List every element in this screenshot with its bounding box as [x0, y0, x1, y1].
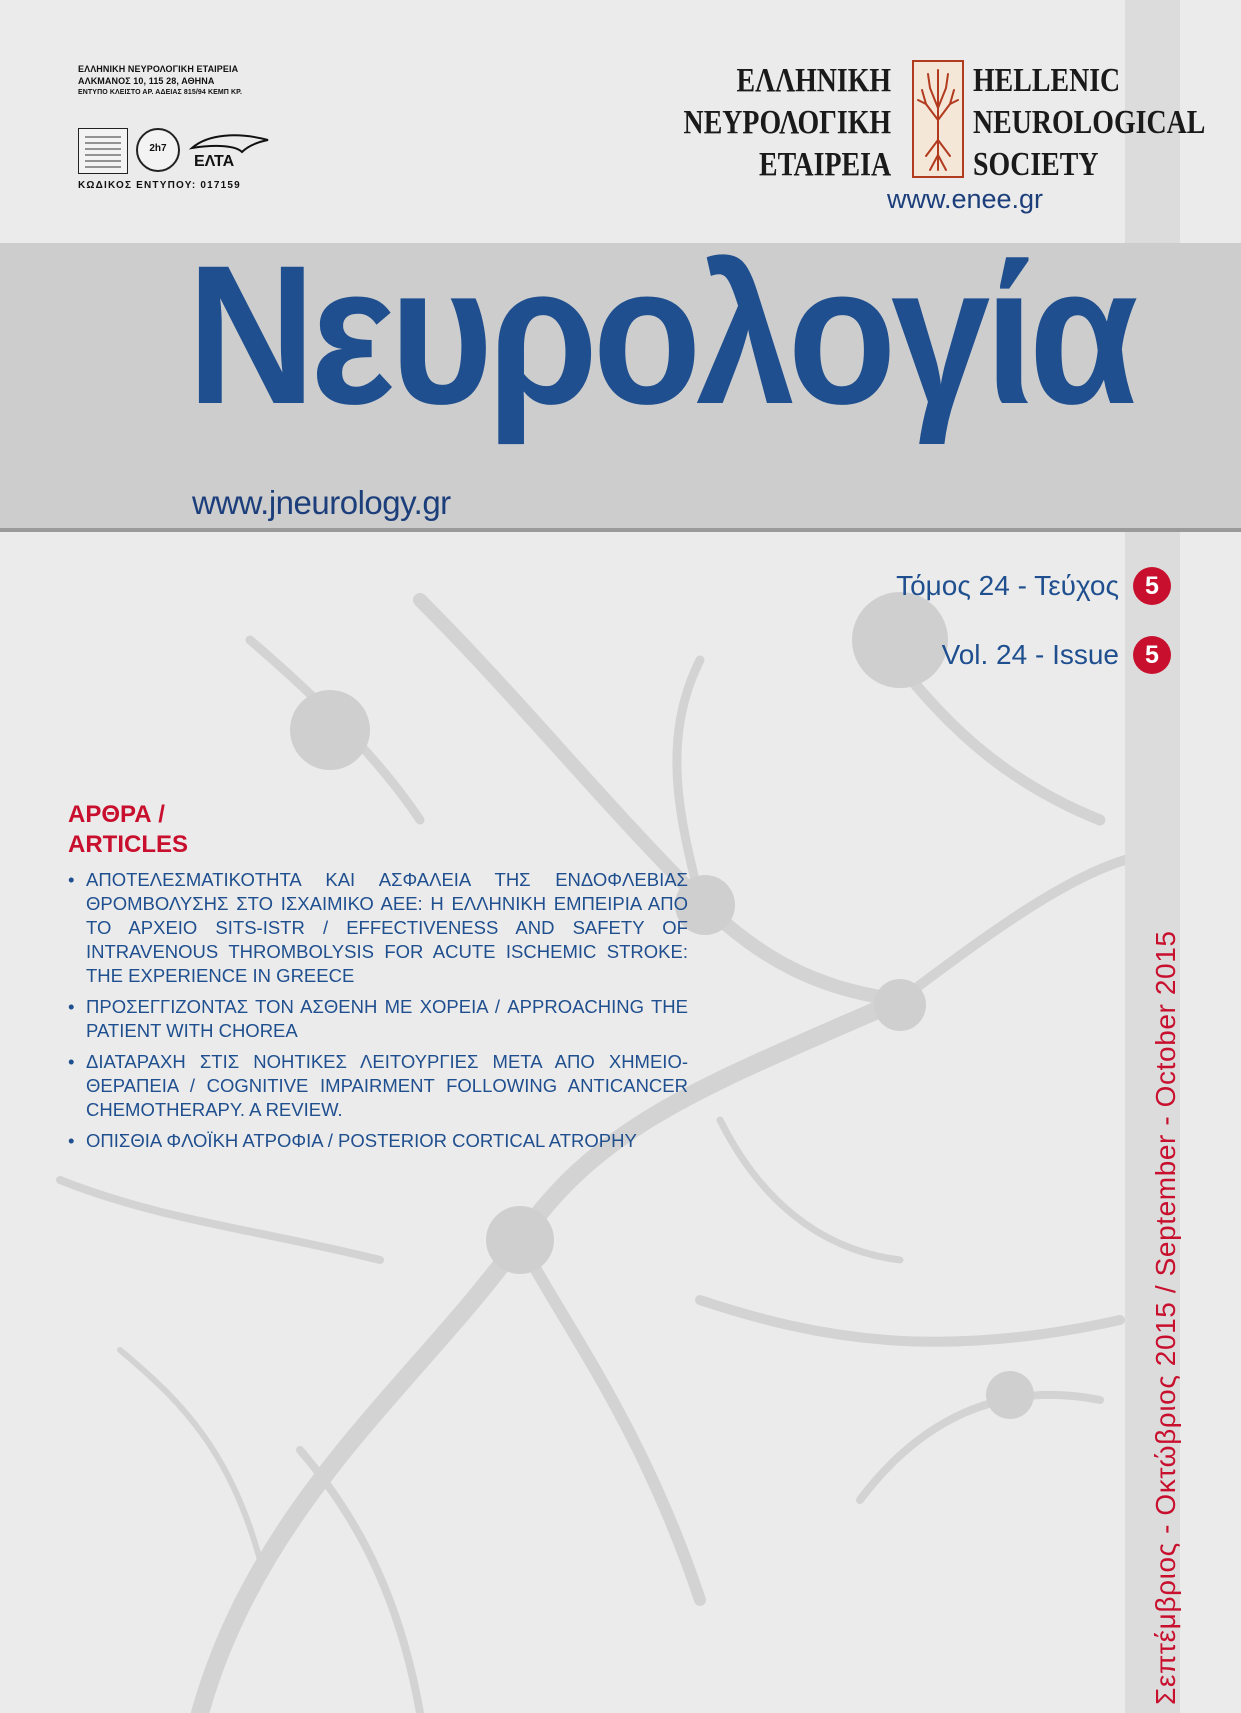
issue-greek-label: Τόμος 24 - Τεύχος	[896, 570, 1119, 601]
journal-url-link[interactable]: www.jneurology.gr	[192, 484, 451, 521]
articles-list	[68, 868, 688, 1153]
article-title: ΔΙΑΤΑΡΑΧΗ ΣΤΙΣ ΝΟΗΤΙΚΕΣ ΛΕΙΤΟΥΡΓΙΕΣ ΜΕΤΑ ΑΠΟ ΧΗΜΕΙΟ-ΘΕΡΑΠΕΙΑ / COGNITIVE IMPAIRMENT FOLLOWING ANTICANCER CHEMOTHERAPY. A REVIEW.	[86, 1051, 688, 1120]
bullet-icon: •	[68, 1051, 75, 1072]
articles-section	[68, 800, 688, 1160]
article-title: ΟΠΙΣΘΙΑ ΦΛΟΪΚΗ ΑΤΡΟΦΙΑ / POSTERIOR CORTICAL ATROPHY	[86, 1130, 637, 1151]
society-english-line: SOCIETY	[973, 146, 1099, 183]
article-item[interactable]	[68, 995, 688, 1043]
publisher-info	[78, 63, 278, 99]
articles-heading-english: ARTICLES	[68, 831, 188, 858]
issue-greek-number-badge: 5	[1133, 567, 1171, 605]
society-english-line: HELLENIC	[973, 62, 1121, 99]
publisher-address: ΑΛΚΜΑΝΟΣ 10, 115 28, ΑΘΗΝΑ	[78, 76, 215, 86]
elta-logo-icon	[188, 128, 274, 172]
articles-heading-greek: ΑΡΘΡΑ /	[68, 801, 165, 828]
article-title: ΑΠΟΤΕΛΕΣΜΑΤΙΚΟΤΗΤΑ ΚΑΙ ΑΣΦΑΛΕΙΑ ΤΗΣ ΕΝΔΟΦΛΕΒΙΑΣ ΘΡΟΜΒΟΛΥΣΗΣ ΣΤΟ ΙΣΧΑΙΜΙΚΟ ΑΕΕ: Η ΕΛΛΗΝΙΚΗ ΕΜΠΕΙΡΙΑ ΑΠΟ ΤΟ ΑΡΧΕΙΟ SITS-ISTR / EFFECTIVENESS AND SAFETY OF INTRAVENOUS THROMBOLYSIS FOR ACUTE ISCHEMIC STROKE: THE EXPERIENCE IN GREECE	[86, 869, 688, 986]
certification-logos	[78, 128, 278, 174]
bullet-icon: •	[68, 1130, 75, 1151]
issue-english	[942, 636, 1171, 674]
article-item[interactable]	[68, 868, 688, 988]
society-name-english	[973, 60, 1205, 186]
society-name-greek	[683, 60, 891, 186]
publisher-permit: ΕΝΤΥΠΟ ΚΛΕΙΣΤΟ ΑΡ. ΑΔΕΙΑΣ 815/94 ΚΕΜΠ ΚΡ.	[78, 89, 243, 96]
issue-greek	[896, 567, 1171, 605]
society-greek-line: ΕΛΛΗΝΙΚΗ	[736, 62, 891, 99]
issue-english-number-badge: 5	[1133, 636, 1171, 674]
article-item[interactable]	[68, 1129, 688, 1153]
bullet-icon: •	[68, 996, 75, 1017]
seal-icon	[136, 128, 180, 172]
issue-date-vertical: Σεπτέμβριος - Οκτώβριος 2015 / September - October 2015	[1150, 930, 1181, 1705]
title-band-rule	[0, 528, 1241, 532]
bullet-icon: •	[68, 869, 75, 890]
article-title: ΠΡΟΣΕΓΓΙΖΟΝΤΑΣ ΤΟΝ ΑΣΘΕΝΗ ΜΕ ΧΟΡΕΙΑ / APPROACHING THE PATIENT WITH CHOREA	[86, 996, 688, 1041]
journal-title: Νευρολογία	[187, 224, 1134, 445]
seal-label: 2h7	[149, 143, 167, 154]
article-item[interactable]	[68, 1050, 688, 1122]
postage-stamp-icon	[78, 128, 128, 174]
issue-english-label: Vol. 24 - Issue	[941, 639, 1119, 670]
elta-label: ΕΛΤΑ	[194, 153, 235, 170]
print-code: ΚΩΔΙΚΟΣ ΕΝΤΥΠΟΥ: 017159	[78, 180, 241, 191]
society-url-link[interactable]: www.enee.gr	[886, 184, 1044, 214]
publisher-name: ΕΛΛΗΝΙΚΗ ΝΕΥΡΟΛΟΓΙΚΗ ΕΤΑΙΡΕΙΑ	[78, 64, 239, 74]
society-english-line: NEUROLOGICAL	[973, 104, 1206, 141]
society-emblem-icon	[912, 60, 964, 178]
society-greek-line: ΕΤΑΙΡΕΙΑ	[758, 146, 891, 183]
society-greek-line: ΝΕΥΡΟΛΟΓΙΚΗ	[683, 104, 891, 141]
